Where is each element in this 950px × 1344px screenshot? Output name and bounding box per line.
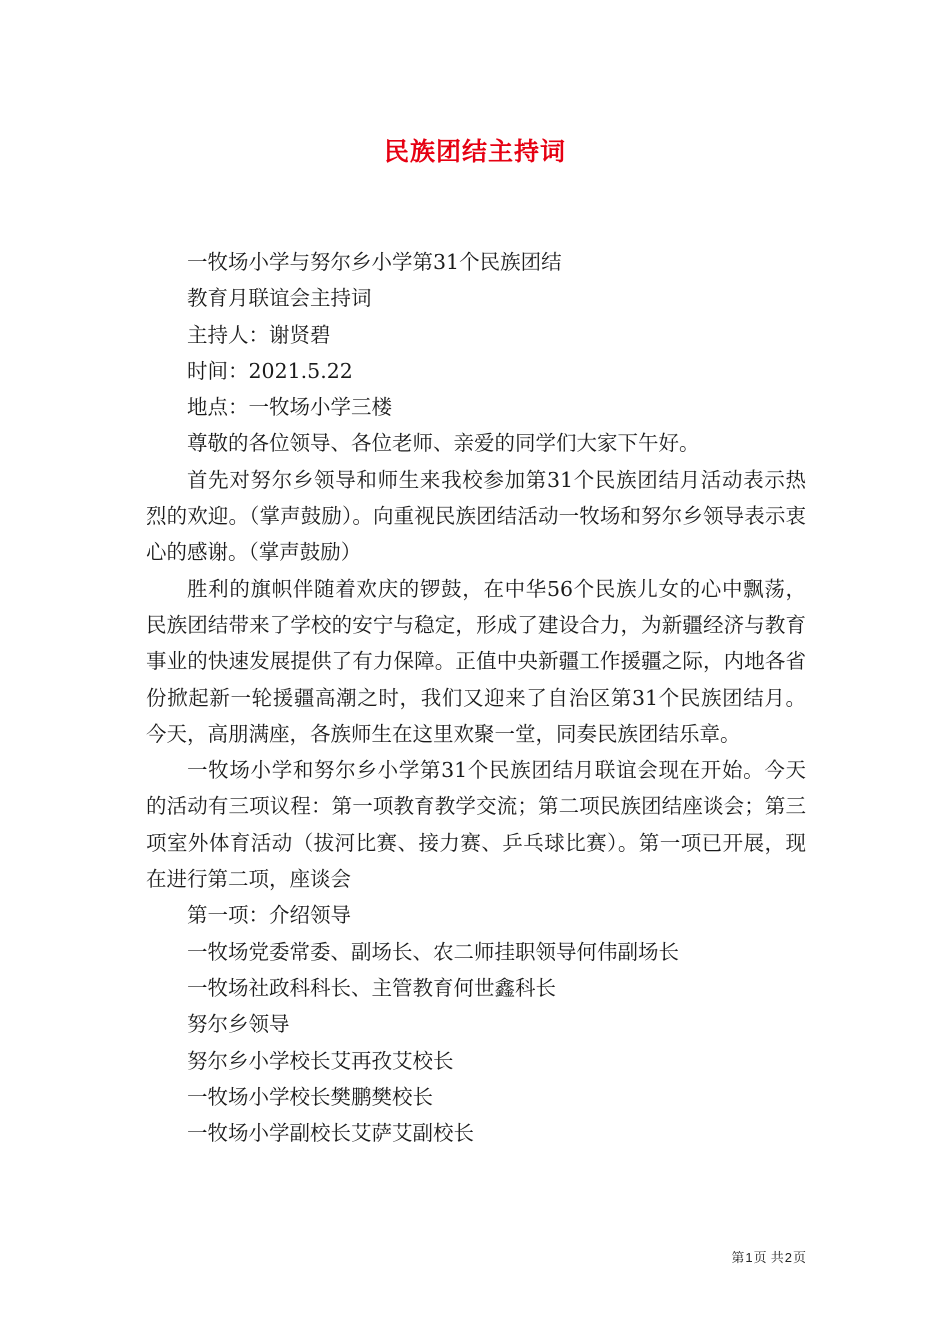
total-pages-number: 2: [784, 1250, 792, 1265]
footer-middle: 页 共: [753, 1251, 784, 1266]
paragraph: 一牧场小学和努尔乡小学第31个民族团结月联谊会现在开始。今天的活动有三项议程：第一项教育教学交流；第二项民族团结座谈会；第三项室外体育活动（拔河比赛、接力赛、乒乓球比赛）。第一项已开展，现在进行第二项，座谈会: [146, 758, 806, 892]
document-body: [146, 244, 806, 1151]
paragraph: 时间：2021.5.22: [187, 358, 353, 383]
paragraph: 首先对努尔乡领导和师生来我校参加第31个民族团结月活动表示热烈的欢迎。（掌声鼓励）。向重视民族团结活动一牧场和努尔乡领导表示衷心的感谢。（掌声鼓励）: [146, 467, 806, 565]
paragraph: 一牧场社政科科长、主管教育何世鑫科长: [187, 975, 556, 1000]
paragraph: 一牧场小学校长樊鹏樊校长: [187, 1084, 433, 1109]
paragraph: 地点：一牧场小学三楼: [187, 395, 392, 420]
paragraph: 一牧场小学与努尔乡小学第31个民族团结: [187, 250, 562, 274]
paragraph: 努尔乡小学校长艾再孜艾校长: [187, 1048, 454, 1073]
footer-prefix: 第: [731, 1251, 745, 1266]
paragraph: 胜利的旗帜伴随着欢庆的锣鼓，在中华56个民族儿女的心中飘荡，民族团结带来了学校的安宁与稳定，形成了建设合力，为新疆经济与教育事业的快速发展提供了有力保障。正值中央新疆工作援疆之际，内地各省份掀起新一轮援疆高潮之时，我们又迎来了自治区第31个民族团结月。今天，高朋满座，各族师生在这里欢聚一堂，同奏民族团结乐章。: [146, 576, 806, 746]
paragraph: 教育月联谊会主持词: [187, 286, 372, 311]
paragraph: 一牧场党委常委、副场长、农二师挂职领导何伟副场长: [187, 939, 679, 964]
paragraph: 努尔乡领导: [187, 1012, 290, 1037]
paragraph: 一牧场小学副校长艾萨艾副校长: [187, 1121, 474, 1146]
paragraph: 主持人：谢贤碧: [187, 322, 331, 347]
document-title: 民族团结主持词: [383, 137, 566, 166]
paragraph: 第一项：介绍领导: [187, 903, 351, 928]
page-number-footer: [731, 1247, 806, 1266]
current-page-number: 1: [745, 1250, 753, 1265]
paragraph: 尊敬的各位领导、各位老师、亲爱的同学们大家下午好。: [187, 431, 700, 456]
footer-suffix: 页: [792, 1251, 806, 1266]
